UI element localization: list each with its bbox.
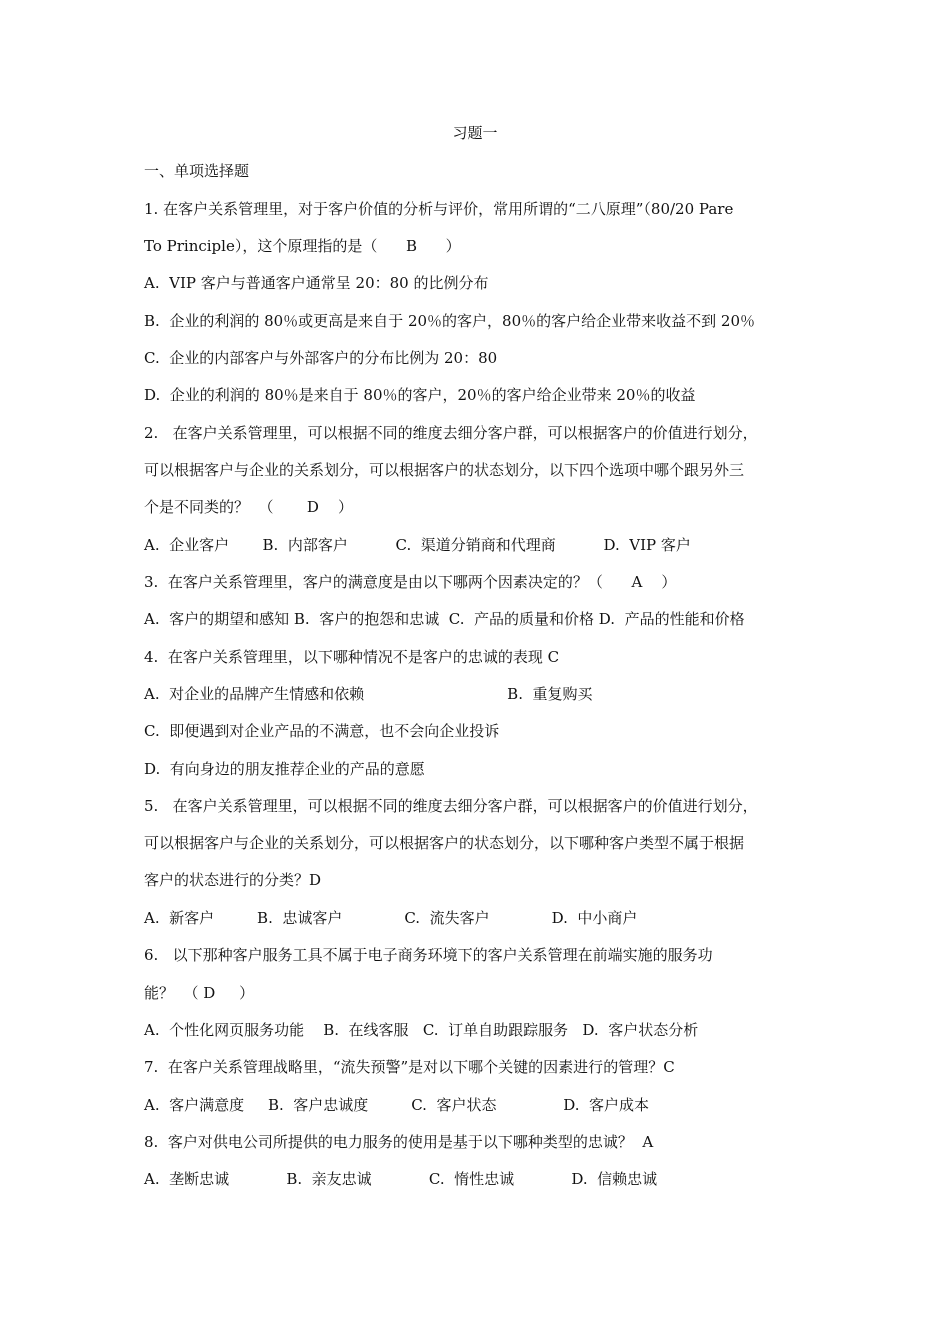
question-8-options: A. 垄断忠诚 B. 亲友忠诚 C. 惰性忠诚 D. 信赖忠诚: [144, 1170, 658, 1188]
question-1-line-2: To Principle），这个原理指的是（ B ）: [144, 237, 461, 255]
question-4-option-c: C. 即便遇到对企业产品的不满意，也不会向企业投诉: [144, 722, 500, 740]
question-6-line-2: 能？ （ D ）: [144, 984, 255, 1002]
question-6-line-1: 6. 以下那种客户服务工具不属于电子商务环境下的客户关系管理在前端实施的服务功: [144, 946, 713, 964]
question-1-line-1: 1. 在客户关系管理里，对于客户价值的分析与评价，常用所谓的“二八原理”（80/20 Pare: [144, 200, 734, 218]
question-1-option-a: A. VIP 客户与普通客户通常呈 20：80 的比例分布: [144, 274, 489, 292]
question-5-line-3: 客户的状态进行的分类？D: [144, 871, 322, 889]
question-1-option-b: B. 企业的利润的 80％或更高是来自于 20％的客户，80％的客户给企业带来收益不到 20％: [144, 312, 755, 330]
question-5-line-2: 可以根据客户与企业的关系划分，可以根据客户的状态划分，以下哪种客户类型不属于根据: [144, 834, 745, 852]
question-2-line-1: 2. 在客户关系管理里，可以根据不同的维度去细分客户群，可以根据客户的价值进行划分，: [144, 424, 758, 442]
question-3-options: A. 客户的期望和感知 B. 客户的抱怨和忠诚 C. 产品的质量和价格 D. 产品的性能和价格: [144, 610, 745, 628]
question-1-option-d: D. 企业的利润的 80％是来自于 80％的客户，20％的客户给企业带来 20％的收益: [144, 386, 696, 404]
question-7-options: A. 客户满意度 B. 客户忠诚度 C. 客户状态 D. 客户成本: [144, 1096, 650, 1114]
question-2-line-3: 个是不同类的？ （ D ）: [144, 498, 354, 516]
question-4-line: 4. 在客户关系管理里，以下哪种情况不是客户的忠诚的表现 C: [144, 648, 560, 666]
question-8-line: 8. 客户对供电公司所提供的电力服务的使用是基于以下哪种类型的忠诚？ A: [144, 1133, 654, 1151]
question-2-line-2: 可以根据客户与企业的关系划分，可以根据客户的状态划分，以下四个选项中哪个跟另外三: [144, 461, 745, 479]
document-title: 习题一: [452, 124, 498, 142]
question-5-line-1: 5. 在客户关系管理里，可以根据不同的维度去细分客户群，可以根据客户的价值进行划分，: [144, 797, 758, 815]
question-4-option-d: D. 有向身边的朋友推荐企业的产品的意愿: [144, 760, 425, 778]
question-3-line: 3. 在客户关系管理里，客户的满意度是由以下哪两个因素决定的？（ A ）: [144, 573, 677, 591]
section-heading: 一、单项选择题: [144, 162, 250, 180]
question-2-options: A. 企业客户 B. 内部客户 C. 渠道分销商和代理商 D. VIP 客户: [144, 536, 691, 554]
question-5-options: A. 新客户 B. 忠诚客户 C. 流失客户 D. 中小商户: [144, 909, 638, 927]
question-4-options-ab: A. 对企业的品牌产生情感和依赖 B. 重复购买: [144, 685, 593, 703]
question-7-line: 7. 在客户关系管理战略里，“流失预警”是对以下哪个关键的因素进行的管理？C: [144, 1058, 675, 1076]
question-6-options: A. 个性化网页服务功能 B. 在线客服 C. 订单自助跟踪服务 D. 客户状态分析: [144, 1021, 699, 1039]
question-1-option-c: C. 企业的内部客户与外部客户的分布比例为 20：80: [144, 349, 498, 367]
